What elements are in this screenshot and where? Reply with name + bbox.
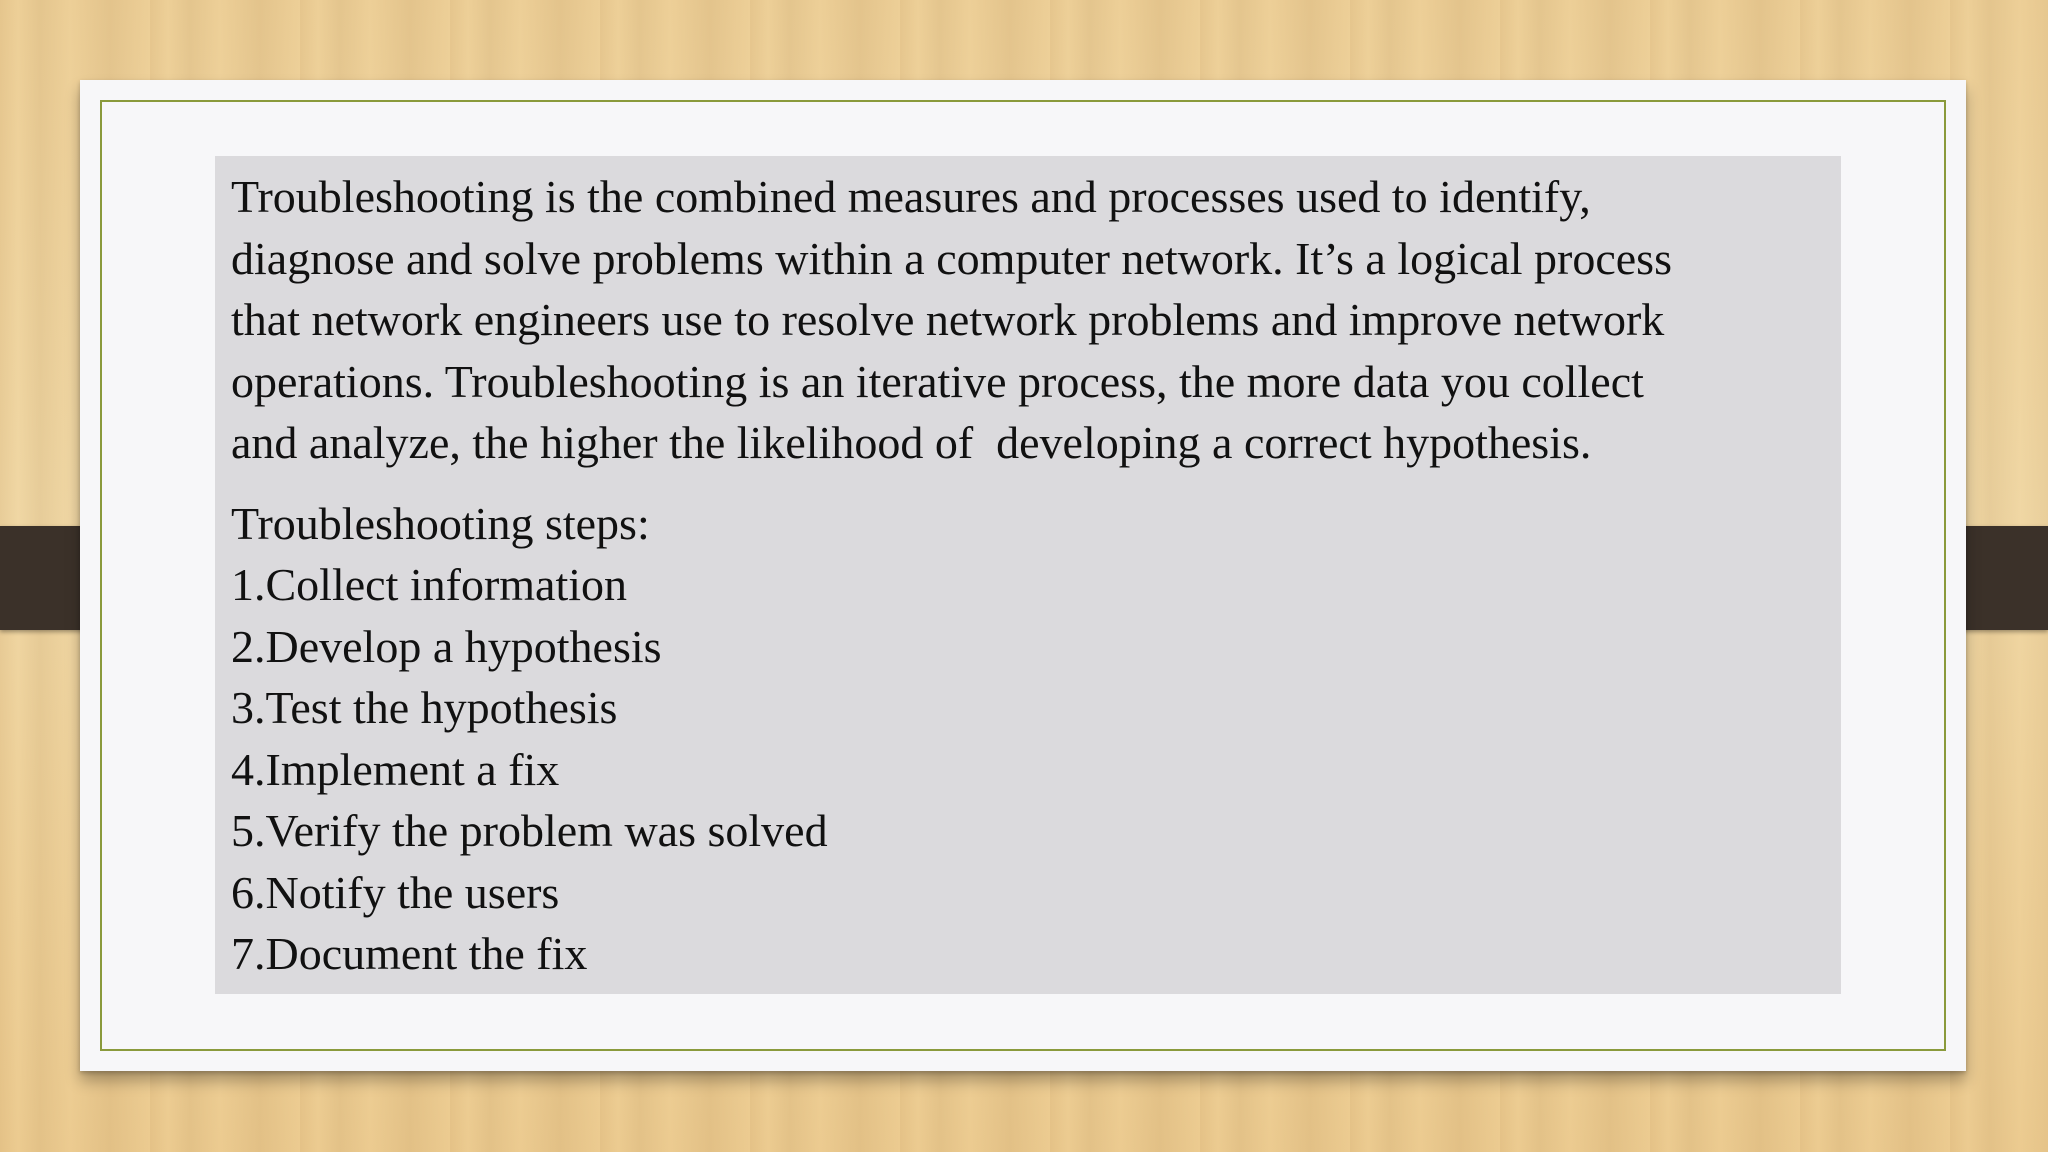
paragraph-line: and analyze, the higher the likelihood of developing a correct hypothesis. (231, 417, 1592, 468)
content-text-box (215, 156, 1841, 994)
slide-card (80, 80, 1966, 1071)
steps-list (231, 554, 1825, 985)
step-item: 6.Notify the users (231, 866, 560, 918)
step-item: 5.Verify the problem was solved (231, 805, 828, 856)
step-item: 2.Develop a hypothesis (231, 620, 662, 672)
paragraph-line: Troubleshooting is the combined measures and processes used to identify, (231, 171, 1591, 222)
paragraph-line: operations. Troubleshooting is an iterative process, the more data you collect (231, 355, 1644, 407)
step-item: 4.Implement a fix (231, 743, 560, 795)
step-item: 1.Collect information (231, 559, 628, 610)
step-item: 7.Document the fix (231, 928, 588, 979)
paragraph-line: diagnose and solve problems within a computer network. It’s a logical process (231, 232, 1672, 284)
steps-heading: Troubleshooting steps: (231, 497, 650, 549)
step-item: 3.Test the hypothesis (231, 682, 618, 733)
paragraph-line: that network engineers use to resolve network problems and improve network (231, 294, 1665, 345)
intro-paragraph (231, 166, 1825, 474)
